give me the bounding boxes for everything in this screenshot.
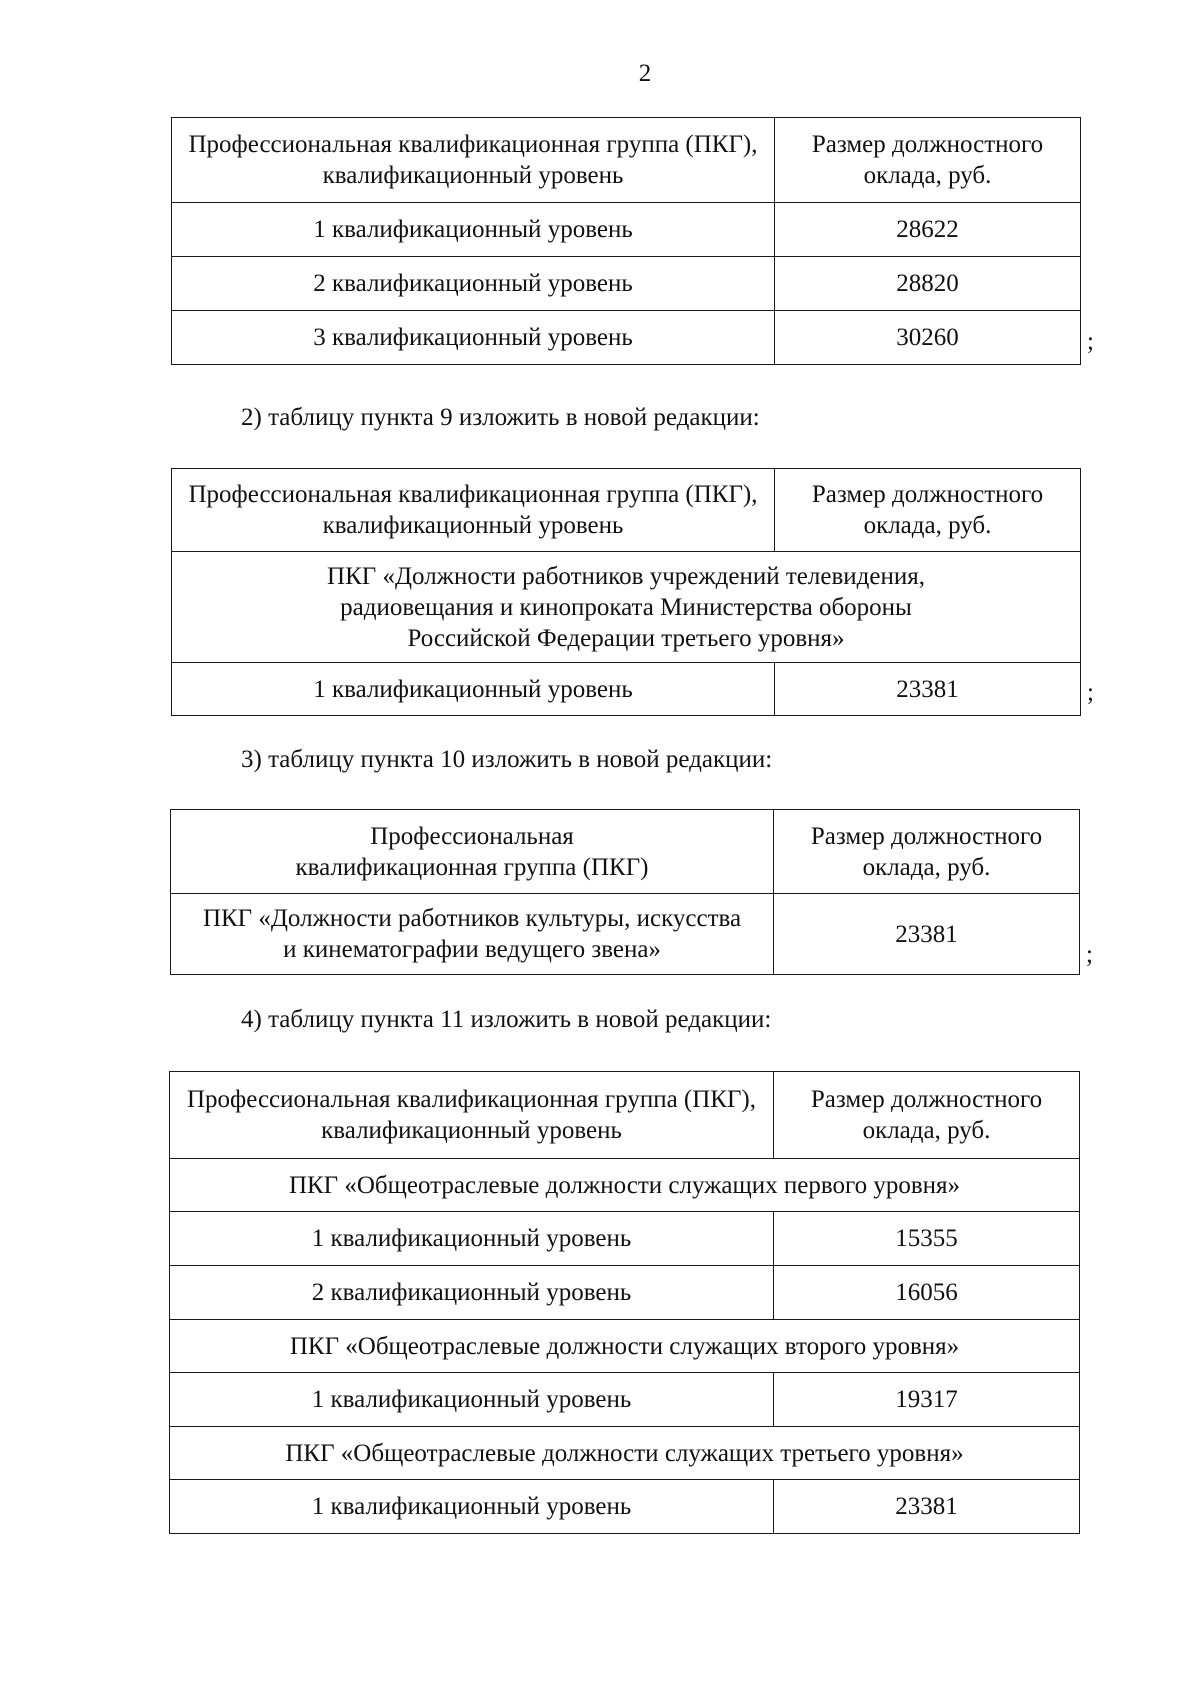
level-cell: 1 квалификационный уровень xyxy=(172,663,775,716)
table-header-row xyxy=(172,118,1081,203)
table-header-row xyxy=(171,810,1080,894)
salary-cell: 28820 xyxy=(775,257,1081,311)
table-3-semicolon: ; xyxy=(1086,941,1093,968)
salary-cell: 19317 xyxy=(774,1373,1080,1427)
table-row xyxy=(170,1480,1080,1534)
salary-cell: 23381 xyxy=(774,1480,1080,1534)
level-cell: 1 квалификационный уровень xyxy=(170,1212,774,1266)
table-header-row xyxy=(170,1072,1080,1159)
group-row xyxy=(170,1427,1080,1480)
salary-cell: 15355 xyxy=(774,1212,1080,1266)
salary-column-header: Размер должностного оклада, руб. xyxy=(775,469,1081,552)
table-row xyxy=(172,203,1081,257)
salary-column-header: Размер должностного оклада, руб. xyxy=(774,810,1080,894)
group-title: ПКГ «Общеотраслевые должности служащих первого уровня» xyxy=(170,1159,1080,1212)
group-column-header: Профессиональная квалификационная группа (ПКГ), квалификационный уровень xyxy=(172,118,775,203)
salary-column-header: Размер должностного оклада, руб. xyxy=(774,1072,1080,1159)
salary-cell: 30260 xyxy=(775,311,1081,365)
level-cell: 1 квалификационный уровень xyxy=(170,1480,774,1534)
salary-cell: 23381 xyxy=(774,894,1080,975)
salary-cell: 23381 xyxy=(775,663,1081,716)
group-row xyxy=(170,1320,1080,1373)
paragraph-2: 2) таблицу пункта 9 изложить в новой редакции: xyxy=(241,404,760,431)
salary-table-3 xyxy=(170,809,1080,975)
level-cell: 1 квалификационный уровень xyxy=(172,203,775,257)
table-row xyxy=(172,257,1081,311)
level-cell: 2 квалификационный уровень xyxy=(172,257,775,311)
level-cell: 2 квалификационный уровень xyxy=(170,1266,774,1320)
group-title: ПКГ «Общеотраслевые должности служащих третьего уровня» xyxy=(170,1427,1080,1480)
group-title: ПКГ «Должности работников учреждений телевидения, радиовещания и кинопроката Министерства обороны Российской Федерации третьего уровня» xyxy=(172,552,1081,663)
paragraph-4: 4) таблицу пункта 11 изложить в новой редакции: xyxy=(241,1006,772,1033)
table-row xyxy=(170,1266,1080,1320)
table-row xyxy=(170,1373,1080,1427)
level-cell: 3 квалификационный уровень xyxy=(172,311,775,365)
group-row xyxy=(170,1159,1080,1212)
salary-table-1 xyxy=(171,117,1081,365)
table-row xyxy=(172,663,1081,716)
salary-table-4 xyxy=(169,1071,1080,1534)
level-cell: 1 квалификационный уровень xyxy=(170,1373,774,1427)
table-row xyxy=(172,311,1081,365)
salary-cell: 16056 xyxy=(774,1266,1080,1320)
group-column-header: Профессиональная квалификационная группа (ПКГ), квалификационный уровень xyxy=(172,469,775,552)
table-header-row xyxy=(172,469,1081,552)
salary-cell: 28622 xyxy=(775,203,1081,257)
group-column-header: Профессиональная квалификационная группа (ПКГ) xyxy=(171,810,774,894)
group-cell: ПКГ «Должности работников культуры, искусства и кинематографии ведущего звена» xyxy=(171,894,774,975)
group-title: ПКГ «Общеотраслевые должности служащих второго уровня» xyxy=(170,1320,1080,1373)
salary-table-2 xyxy=(171,468,1081,716)
salary-column-header: Размер должностного оклада, руб. xyxy=(775,118,1081,203)
page-number: 2 xyxy=(638,60,652,87)
table-row xyxy=(170,1212,1080,1266)
table-2-semicolon: ; xyxy=(1087,679,1094,706)
group-row xyxy=(172,552,1081,663)
table-1-semicolon: ; xyxy=(1087,328,1094,355)
paragraph-3: 3) таблицу пункта 10 изложить в новой редакции: xyxy=(241,746,773,773)
table-row xyxy=(171,894,1080,975)
group-column-header: Профессиональная квалификационная группа (ПКГ), квалификационный уровень xyxy=(170,1072,774,1159)
